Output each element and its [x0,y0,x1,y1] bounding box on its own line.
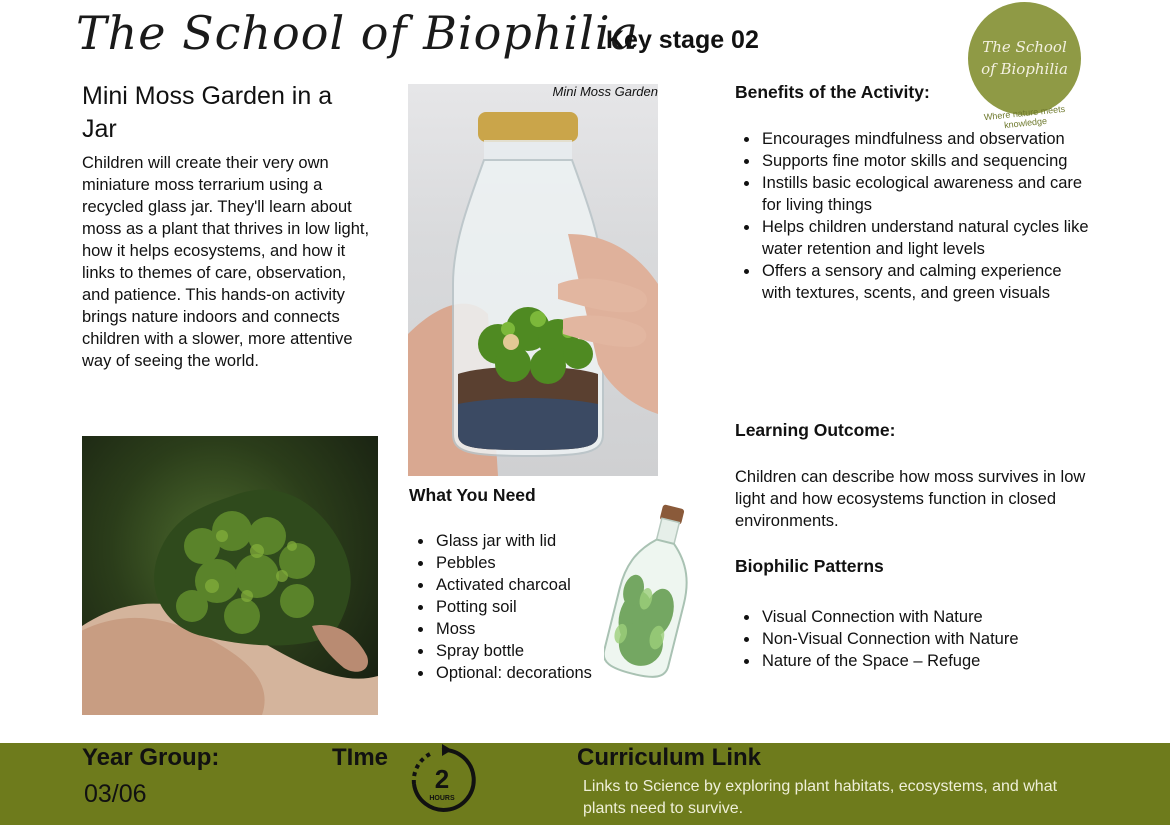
benefits-heading: Benefits of the Activity: [735,82,930,102]
list-item: Activated charcoal [409,574,629,596]
logo-tagline: Where nature meets knowledge [983,103,1066,131]
list-item: Moss [409,618,629,640]
moss-hands-photo [82,436,378,715]
time-value: 2 [434,764,450,794]
what-you-need-heading: What You Need [409,485,536,505]
list-item: Instills basic ecological awareness and care for living things [735,172,1090,216]
list-item: Spray bottle [409,640,629,662]
list-item: Visual Connection with Nature [735,606,1095,628]
benefits-list [735,128,1090,304]
logo-line-1: The School [982,37,1067,56]
time-label: TIme [332,744,389,771]
biophilic-patterns-heading: Biophilic Patterns [735,556,884,576]
list-item: Glass jar with lid [409,530,629,552]
learning-outcome-text: Children can describe how moss survives in low light and how ecosystems function in closed environments. [735,468,1086,530]
time-unit: HOURS [429,795,455,802]
logo-line-2: of Biophilia [981,59,1068,78]
list-item: Optional: decorations [409,662,629,684]
materials-list [409,530,629,684]
terrarium-bottle-illustration [604,500,700,682]
list-item: Nature of the Space – Refuge [735,650,1095,672]
list-item: Non-Visual Connection with Nature [735,628,1095,650]
activity-title: Mini Moss Garden in a Jar [82,82,333,143]
curriculum-link-label: Curriculum Link [577,744,762,771]
list-item: Offers a sensory and calming experience with textures, scents, and green visuals [735,260,1090,304]
year-group-value: 03/06 [84,780,147,808]
photo-caption: Mini Moss Garden [552,84,658,99]
school-logo [966,2,1084,131]
moss-bottle-photo [408,84,658,476]
curriculum-link-text: Links to Science by exploring plant habitats, ecosystems, and what plants need to survive. [583,778,1058,817]
list-item: Supports fine motor skills and sequencing [735,150,1090,172]
learning-outcome-heading: Learning Outcome: [735,420,896,440]
list-item: Encourages mindfulness and observation [735,128,1090,150]
activity-intro: Children will create their very own miniature moss terrarium using a recycled glass jar. They'll learn about moss as a plant that thrives in low light, how it helps ecosystems, and how it links to themes of care, observation, and patience. This hands-on activity brings nature indoors and connects children with a slower, more attentive way of seeing the world. [82,154,370,370]
list-item: Pebbles [409,552,629,574]
list-item: Potting soil [409,596,629,618]
brand-title: The School of Biophilia [76,6,639,60]
clock-icon [408,744,476,816]
patterns-list [735,606,1095,672]
key-stage: Key stage 02 [606,26,759,54]
list-item: Helps children understand natural cycles like water retention and light levels [735,216,1090,260]
year-group-label: Year Group: [82,744,220,771]
